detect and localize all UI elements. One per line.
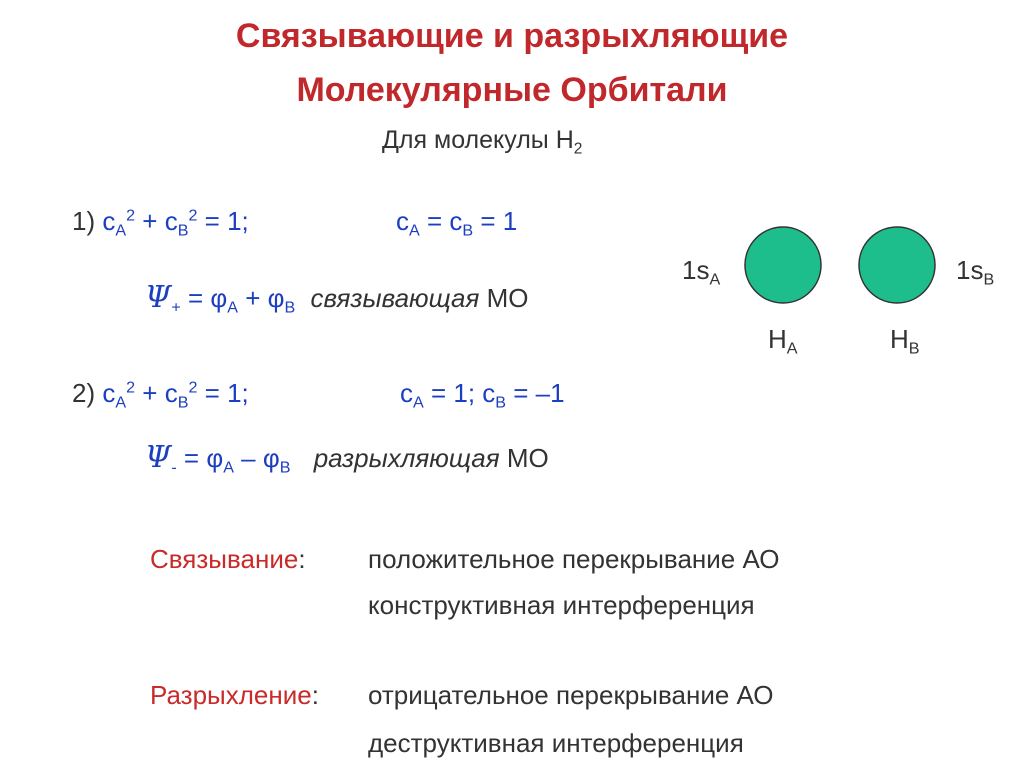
subtitle-text: Для молекулы H	[382, 126, 574, 154]
antibonding-line1: отрицательное перекрывание АО	[368, 680, 774, 710]
case1-label: связывающая МО	[310, 283, 529, 313]
atom-b-label: $H_B$	[890, 324, 920, 358]
antibonding-term: Разрыхление:	[150, 680, 319, 710]
orbital-a-circle	[745, 227, 821, 303]
atom-a-label: $H_A$	[768, 324, 798, 358]
bonding-line2: конструктивная интерференция	[368, 590, 755, 620]
case1-coefficients: $c_A = c_B = 1$	[396, 206, 518, 240]
case2-normalization-expr: $c_A^2 + c_B^2 = 1$;	[102, 378, 249, 412]
case2-number: 2)	[72, 378, 96, 408]
case1-number: 1)	[72, 206, 96, 236]
subtitle	[382, 126, 582, 158]
case2-coefficients: $c_A = 1$; $c_B = -1$	[400, 378, 565, 412]
slide-title-line1: Связывающие и разрыхляющие	[235, 17, 789, 55]
case1-wavefunction	[145, 280, 528, 318]
bonding-line1: положительное перекрывание АО	[368, 544, 780, 574]
case1-wavefunction-expr: $\Psi_+ = \varphi_A + \varphi_B$	[145, 280, 296, 317]
case1-normalization	[72, 206, 249, 241]
slide-title-line2: Молекулярные Орбитали	[296, 71, 728, 109]
antibonding-line2: деструктивная интерференция	[368, 728, 744, 758]
bonding-term: Связывание:	[150, 544, 306, 574]
orbital-a-label: $1s_A$	[682, 255, 721, 289]
orbital-b-circle	[859, 227, 935, 303]
case2-label: разрыхляющая МО	[313, 443, 549, 473]
orbital-b-label: $1s_B$	[956, 255, 995, 289]
subtitle-subscript: 2	[573, 140, 583, 158]
case2-normalization	[72, 378, 249, 413]
case2-wavefunction-expr: $\Psi_- = \varphi_A - \varphi_B$	[145, 440, 291, 477]
case1-normalization-expr: $c_A^2 + c_B^2 = 1$;	[102, 206, 249, 240]
case2-wavefunction	[145, 440, 549, 478]
